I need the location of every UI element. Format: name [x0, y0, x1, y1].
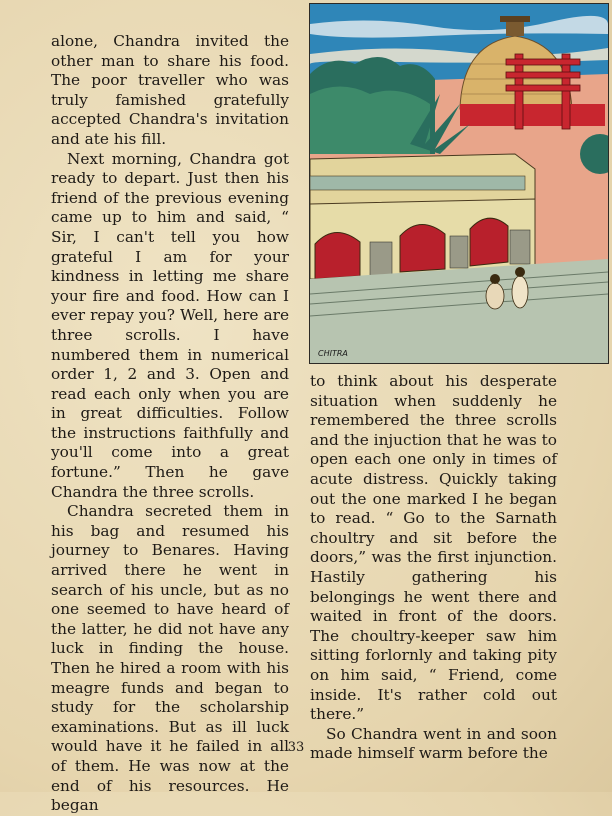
- arch-door: [470, 218, 508, 266]
- stupa-harmika: [506, 22, 524, 36]
- paragraph: alone, Chandra invited the other man to share his food. The poor traveller who was truly famished gratefully accepted Chandra's invitation and ate his fill.: [51, 32, 289, 148]
- paragraph: So Chandra went in and soon made himself warm before the: [310, 724, 557, 763]
- page-number: 33: [287, 740, 305, 755]
- paragraph: to think about his desperate situation when suddenly he remembered the three scrolls and the injuction that he was to open each one only in times of acute distress. Quickly taking out the one marked I he began to read. “ Go to the Sarnath choultry and sit before the doors,” was the first injunction. Hastily gathering his belongings he went there and waited in front of the doors. The choultry-keeper saw him sitting forlornly and taking pity on him said, “ Friend, come inside. It's rather cold out there.”: [310, 372, 557, 724]
- illustration: [309, 3, 609, 364]
- paragraph: Chandra secreted them in his bag and resumed his journey to Benares. Having arrived there he went in search of his uncle, but as no one seemed to have heard of the latter, he did not have any luck in finding the house. Then he hired a room with his meagre funds and began to study for the scholarship examinations. But as ill luck would have it he failed in all of them. He was now at the end of his resources. He began: [51, 502, 289, 815]
- left-text-column: [51, 32, 289, 816]
- stupa-umbrella: [500, 16, 530, 22]
- arch-door: [400, 224, 445, 272]
- artist-signature: CHITRA: [318, 349, 348, 358]
- paragraph: Next morning, Chandra got ready to depart. Just then his friend of the previous evening came up to him and said, “ Sir, I can't tell you how grateful I am for your kindness in letting me share your fire and food. How can I ever repay you? Well, here are three scrolls. I have numbered them in numerical order 1, 2 and 3. Open and read each only when you are in great difficulties. Follow the instructions faithfully and you'll come into a great fortune.” Then he gave Chandra the three scrolls.: [51, 149, 289, 501]
- choultry-frieze: [310, 176, 525, 190]
- illustration-drawing: [310, 4, 608, 363]
- stupa-railing: [460, 104, 605, 126]
- right-text-column: [310, 372, 557, 764]
- arch-door: [315, 232, 360, 279]
